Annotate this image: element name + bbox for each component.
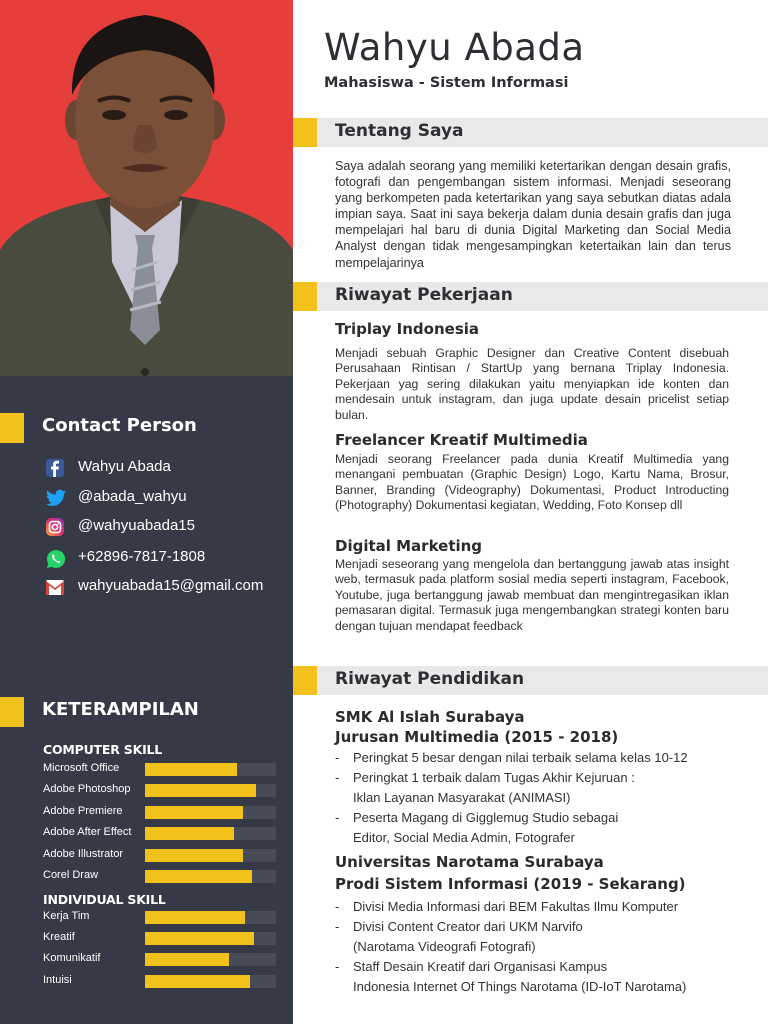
- bullet-continuation: [335, 788, 735, 808]
- job-description: Menjadi sebuah Graphic Designer dan Creative Content disebuah Perusahaan Rintisan / StartUp yang bernana Triplay Indonesia. Pekerjaan yag sering dilakukan yaitu menyiapkan ide konten dan mendesain untuk instagram, dan juga update desain pricelist setiap bulan.: [335, 346, 729, 422]
- skill-row: [43, 805, 283, 819]
- bullet-text: Indonesia Internet Of Things Narotama (ID-IoT Narotama): [353, 979, 687, 994]
- skill-bar-fill: [145, 975, 250, 988]
- skill-bar-fill: [145, 932, 254, 945]
- contact-whatsapp[interactable]: [46, 548, 286, 568]
- bullet-text: Peserta Magang di Gigglemug Studio sebagai: [353, 810, 619, 825]
- skill-name: Komunikatif: [43, 952, 101, 965]
- job-title: Digital Marketing: [335, 537, 483, 555]
- contact-heading: [0, 413, 293, 443]
- school-program: Jurusan Multimedia (2015 - 2018): [335, 728, 619, 746]
- skill-name: Adobe Illustrator: [43, 847, 124, 860]
- skill-bar-fill: [145, 870, 252, 883]
- bullet-text: Editor, Social Media Admin, Fotografer: [353, 830, 575, 845]
- whatsapp-icon: [46, 549, 64, 567]
- contact-text: @abada_wahyu: [78, 488, 187, 505]
- job-title: Freelancer Kreatif Multimedia: [335, 431, 588, 449]
- skill-name: Intuisi: [43, 973, 72, 986]
- skill-name: Microsoft Office: [43, 762, 120, 774]
- bullet-dash: -: [335, 919, 340, 934]
- skill-row: [43, 762, 283, 776]
- skill-name: Corel Draw: [43, 869, 99, 881]
- skill-bar-fill: [145, 911, 245, 924]
- about-heading: [293, 118, 768, 147]
- bullet-text: (Narotama Videografi Fotografi): [353, 939, 536, 954]
- bullet-item: [335, 917, 735, 937]
- skill-bar-fill: [145, 763, 237, 776]
- skill-row: [43, 826, 283, 840]
- individual-skill-title: INDIVIDUAL SKILL: [43, 892, 166, 907]
- bullet-dash: -: [335, 899, 340, 914]
- bullet-continuation: [335, 977, 735, 997]
- school-name: Universitas Narotama Surabaya: [335, 853, 604, 871]
- bullet-text: Divisi Media Informasi dari BEM Fakultas Ilmu Komputer: [353, 899, 679, 914]
- skill-bar-fill: [145, 849, 243, 862]
- bullet-text: Divisi Content Creator dari UKM Narvifo: [353, 919, 583, 934]
- accent-bar: [293, 282, 317, 311]
- portrait-illustration: [0, 0, 293, 376]
- contact-text: wahyuabada15@gmail.com: [78, 577, 264, 594]
- skill-bar-track: [145, 784, 276, 797]
- skill-name: Adobe After Effect: [43, 826, 132, 839]
- skill-row: [43, 848, 283, 862]
- about-text: Saya adalah seorang yang memiliki ketertarikan dengan desain grafis, fotografi dan pengembangan sistem informasi. Menjadi seseorang yang berkompeten pada ketertarikan yang saya sebutkan diatas adala impian saya. Saat ini saya bekerja dalam dunia desain grafis dan juga mempelajari hal baru di dunia Digital Marketing dan Social Media Analyst dengan tidak mengesampingkan ketertaikan lain dan terus mempelajarinya: [335, 159, 731, 270]
- bullet-dash: -: [335, 810, 340, 825]
- skill-bar-track: [145, 932, 276, 945]
- bullet-continuation: [335, 937, 735, 957]
- bullet-dash: -: [335, 959, 340, 974]
- accent-bar: [0, 413, 24, 443]
- skill-bar-track: [145, 953, 276, 966]
- skill-bar-track: [145, 763, 276, 776]
- job-title: Triplay Indonesia: [335, 320, 480, 338]
- contact-facebook[interactable]: [46, 458, 286, 478]
- skill-row: [43, 869, 283, 883]
- skill-row: [43, 783, 283, 797]
- twitter-icon: [46, 489, 64, 507]
- skill-row: [43, 952, 283, 966]
- skill-bar-track: [145, 827, 276, 840]
- bullet-item: [335, 748, 735, 768]
- contact-text: Wahyu Abada: [78, 458, 171, 475]
- instagram-icon: [46, 518, 64, 536]
- facebook-icon: [46, 459, 64, 477]
- bullet-dash: -: [335, 770, 340, 785]
- skill-bar-track: [145, 849, 276, 862]
- school-achievements: [335, 748, 735, 848]
- school-achievements: [335, 897, 735, 997]
- bullet-text: Staff Desain Kreatif dari Organisasi Kampus: [353, 959, 608, 974]
- profile-photo: [0, 0, 293, 376]
- sidebar: [0, 0, 293, 1024]
- bullet-item: [335, 808, 735, 828]
- skill-bar-fill: [145, 827, 234, 840]
- skill-bar-track: [145, 870, 276, 883]
- person-name: Wahyu Abada: [324, 26, 585, 69]
- bullet-text: Peringkat 5 besar dengan nilai terbaik selama kelas 10-12: [353, 750, 688, 765]
- skill-name: Adobe Photoshop: [43, 783, 131, 796]
- gmail-icon: [46, 580, 64, 594]
- skills-title: KETERAMPILAN: [42, 699, 199, 720]
- school-name: SMK Al Islah Surabaya: [335, 708, 525, 726]
- skill-row: [43, 974, 283, 988]
- skill-name: Kerja Tim: [43, 910, 90, 922]
- accent-bar: [293, 666, 317, 695]
- bullet-item: [335, 768, 735, 788]
- skill-name: Adobe Premiere: [43, 804, 123, 817]
- skill-bar-fill: [145, 806, 243, 819]
- contact-text: +62896-7817-1808: [78, 548, 206, 565]
- work-heading: [293, 282, 768, 311]
- contact-gmail[interactable]: [46, 577, 286, 597]
- job-description: Menjadi seseorang yang mengelola dan bertanggung jawab atas insight web, termasuk pada platform sosial media seperti instagram, Facebook, Youtube, juga bertanggung jawab membuat dan mengintregasikan iklan pemasaran digital. Termasuk juga mengembangkan strategi konten baru dengan tujuan mendapat feedback: [335, 557, 729, 633]
- person-role: Mahasiswa - Sistem Informasi: [324, 75, 569, 91]
- skill-row: [43, 910, 283, 924]
- accent-bar: [0, 697, 24, 727]
- bullet-item: [335, 897, 735, 917]
- skills-heading: [0, 697, 293, 727]
- bullet-dash: -: [335, 750, 340, 765]
- skill-bar-fill: [145, 784, 256, 797]
- skill-bar-track: [145, 975, 276, 988]
- work-title: Riwayat Pekerjaan: [335, 285, 513, 305]
- bullet-continuation: [335, 828, 735, 848]
- education-title: Riwayat Pendidikan: [335, 669, 525, 689]
- bullet-item: [335, 957, 735, 977]
- contact-text: @wahyuabada15: [78, 517, 195, 534]
- contact-twitter[interactable]: [46, 488, 286, 508]
- education-heading: [293, 666, 768, 695]
- job-description: Menjadi seorang Freelancer pada dunia Kreatif Multimedia yang menangani pembuatan (Graphic Design) Logo, Kartu Nama, Brosur, Banner, Branding (Videography) Dokumentasi, Product Introducting (Photography) Dokumentasi kegiatan, Wedding, Foto Konsep dll: [335, 452, 729, 513]
- bullet-text: Peringkat 1 terbaik dalam Tugas Akhir Kejuruan :: [353, 770, 635, 785]
- contact-title: Contact Person: [42, 415, 197, 436]
- skill-bar-track: [145, 911, 276, 924]
- computer-skill-title: COMPUTER SKILL: [43, 742, 163, 757]
- school-program: Prodi Sistem Informasi (2019 - Sekarang): [335, 875, 686, 893]
- contact-instagram[interactable]: [46, 517, 286, 537]
- skill-bar-fill: [145, 953, 229, 966]
- skill-row: [43, 931, 283, 945]
- accent-bar: [293, 118, 317, 147]
- about-title: Tentang Saya: [335, 121, 464, 141]
- skill-bar-track: [145, 806, 276, 819]
- skill-name: Kreatif: [43, 931, 75, 944]
- bullet-text: Iklan Layanan Masyarakat (ANIMASI): [353, 790, 571, 805]
